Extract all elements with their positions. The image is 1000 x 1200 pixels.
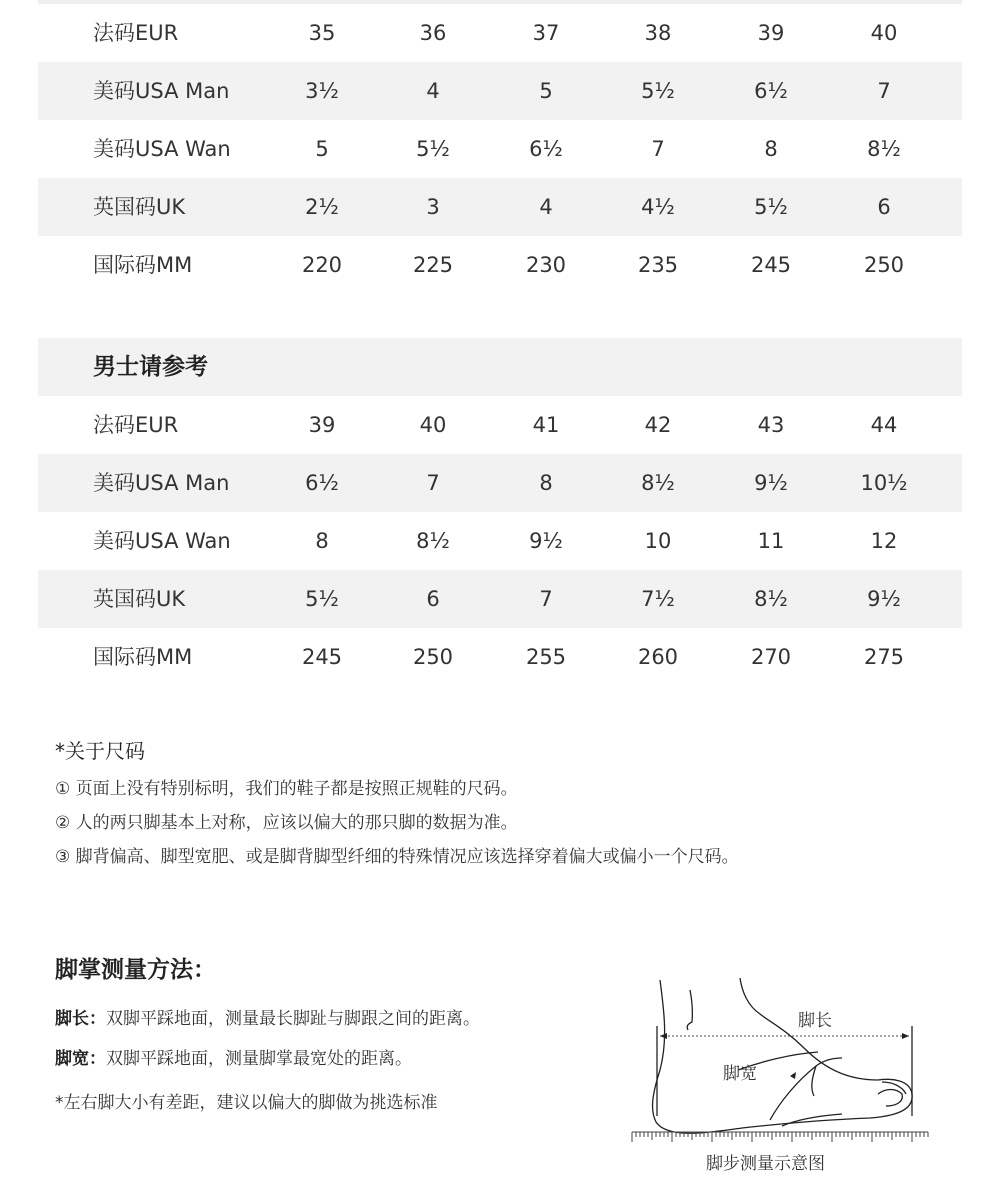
size-cell: 38 bbox=[644, 21, 672, 45]
size-cell: 8 bbox=[539, 471, 553, 495]
size-cell: 39 bbox=[757, 21, 785, 45]
foot-measure-diagram bbox=[620, 970, 940, 1180]
size-cell: 3½ bbox=[305, 79, 339, 103]
size-cell: 6 bbox=[877, 195, 891, 219]
size-cell: 255 bbox=[525, 645, 567, 669]
size-cell: 5½ bbox=[641, 79, 675, 103]
size-cell: 5½ bbox=[416, 137, 450, 161]
size-cell: 5½ bbox=[305, 587, 339, 611]
method-tip: *左右脚大小有差距，建议以偏大的脚做为挑选标准 bbox=[55, 1093, 438, 1113]
size-notes bbox=[55, 736, 955, 876]
size-cell: 5 bbox=[315, 137, 329, 161]
size-cell: 40 bbox=[419, 413, 447, 437]
size-cell: 235 bbox=[637, 253, 679, 277]
size-cell: 43 bbox=[757, 413, 785, 437]
section-heading-text: 男士请参考 bbox=[93, 354, 208, 380]
size-cell: 275 bbox=[863, 645, 905, 669]
size-row-label: 美码USA Wan bbox=[93, 137, 231, 161]
size-row-label: 法码EUR bbox=[93, 21, 179, 45]
size-cell: 260 bbox=[637, 645, 679, 669]
size-cell: 4 bbox=[426, 79, 440, 103]
size-cell: 8½ bbox=[867, 137, 901, 161]
size-cell: 35 bbox=[308, 21, 336, 45]
size-row bbox=[38, 454, 962, 512]
size-cell: 8½ bbox=[641, 471, 675, 495]
size-row-label: 国际码MM bbox=[93, 645, 193, 669]
size-cell: 10 bbox=[644, 529, 672, 553]
method-title: 脚掌测量方法： bbox=[55, 957, 216, 983]
size-cell: 6½ bbox=[754, 79, 788, 103]
size-row bbox=[38, 628, 962, 686]
size-cell: 7 bbox=[426, 471, 440, 495]
size-cell: 7 bbox=[539, 587, 553, 611]
size-cell: 7½ bbox=[641, 587, 675, 611]
foot-width-term: 脚宽： bbox=[55, 1049, 106, 1069]
size-cell: 5½ bbox=[754, 195, 788, 219]
size-cell: 40 bbox=[870, 21, 898, 45]
size-cell: 225 bbox=[412, 253, 454, 277]
size-cell: 44 bbox=[870, 413, 898, 437]
size-row bbox=[38, 512, 962, 570]
size-cell: 270 bbox=[750, 645, 792, 669]
size-table-men bbox=[38, 396, 962, 686]
size-cell: 250 bbox=[863, 253, 905, 277]
size-cell: 4 bbox=[539, 195, 553, 219]
size-cell: 9½ bbox=[867, 587, 901, 611]
foot-length-label: 脚长 bbox=[798, 1011, 832, 1031]
size-row bbox=[38, 4, 962, 62]
size-row bbox=[38, 570, 962, 628]
size-cell: 9½ bbox=[754, 471, 788, 495]
size-cell: 8 bbox=[764, 137, 778, 161]
size-table-women bbox=[38, 4, 962, 294]
section-heading bbox=[38, 338, 962, 396]
note-item: ② 人的两只脚基本上对称，应该以偏大的那只脚的数据为准。 bbox=[55, 813, 518, 833]
size-cell: 11 bbox=[757, 529, 785, 553]
size-cell: 10½ bbox=[860, 471, 908, 495]
size-cell: 12 bbox=[870, 529, 898, 553]
size-cell: 3 bbox=[426, 195, 440, 219]
size-cell: 6 bbox=[426, 587, 440, 611]
size-cell: 36 bbox=[419, 21, 447, 45]
size-cell: 245 bbox=[750, 253, 792, 277]
size-cell: 8½ bbox=[754, 587, 788, 611]
foot-length-term: 脚长： bbox=[55, 1009, 106, 1029]
size-cell: 220 bbox=[301, 253, 343, 277]
diagram-caption: 脚步测量示意图 bbox=[706, 1154, 825, 1174]
size-row-label: 国际码MM bbox=[93, 253, 193, 277]
foot-width-line bbox=[55, 1044, 615, 1074]
foot-length-line bbox=[55, 1004, 615, 1034]
size-row-label: 美码USA Man bbox=[93, 79, 230, 103]
size-cell: 4½ bbox=[641, 195, 675, 219]
size-row-label: 法码EUR bbox=[93, 413, 179, 437]
size-cell: 8 bbox=[315, 529, 329, 553]
size-cell: 2½ bbox=[305, 195, 339, 219]
size-cell: 6½ bbox=[529, 137, 563, 161]
size-cell: 230 bbox=[525, 253, 567, 277]
size-cell: 39 bbox=[308, 413, 336, 437]
size-row bbox=[38, 62, 962, 120]
size-cell: 37 bbox=[532, 21, 560, 45]
size-cell: 250 bbox=[412, 645, 454, 669]
size-cell: 245 bbox=[301, 645, 343, 669]
size-cell: 6½ bbox=[305, 471, 339, 495]
size-row bbox=[38, 396, 962, 454]
size-cell: 8½ bbox=[416, 529, 450, 553]
size-row-label: 美码USA Wan bbox=[93, 529, 231, 553]
size-cell: 7 bbox=[877, 79, 891, 103]
size-row bbox=[38, 178, 962, 236]
size-cell: 41 bbox=[532, 413, 560, 437]
notes-title: *关于尺码 bbox=[55, 739, 145, 763]
size-row bbox=[38, 236, 962, 294]
measure-method bbox=[55, 952, 615, 1128]
size-row-label: 美码USA Man bbox=[93, 471, 230, 495]
foot-width-label: 脚宽 bbox=[723, 1064, 757, 1084]
size-cell: 5 bbox=[539, 79, 553, 103]
size-row bbox=[38, 120, 962, 178]
size-row-label: 英国码UK bbox=[93, 195, 186, 219]
size-cell: 42 bbox=[644, 413, 672, 437]
note-item: ③ 脚背偏高、脚型宽肥、或是脚背脚型纤细的特殊情况应该选择穿着偏大或偏小一个尺码。 bbox=[55, 847, 739, 867]
foot-width-text: 双脚平踩地面，测量脚掌最宽处的距离。 bbox=[106, 1049, 412, 1069]
note-item: ① 页面上没有特别标明，我们的鞋子都是按照正规鞋的尺码。 bbox=[55, 779, 518, 799]
foot-length-text: 双脚平踩地面，测量最长脚趾与脚跟之间的距离。 bbox=[106, 1009, 480, 1029]
size-cell: 7 bbox=[651, 137, 665, 161]
size-row-label: 英国码UK bbox=[93, 587, 186, 611]
size-cell: 9½ bbox=[529, 529, 563, 553]
